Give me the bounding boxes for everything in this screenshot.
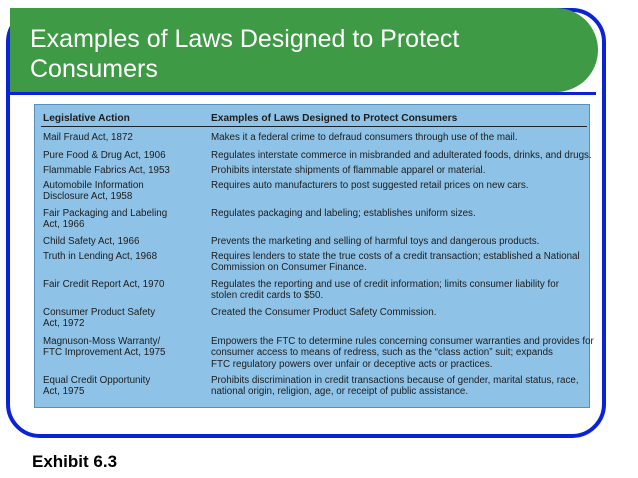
description-line: consumer access to means of redress, such as the “class action” suit; expands bbox=[211, 347, 553, 359]
legislative-act-cell bbox=[43, 279, 164, 290]
act-line: Truth in Lending Act, 1968 bbox=[43, 251, 158, 262]
description-line: Prohibits discrimination in credit transactions because of gender, marital status, race, bbox=[211, 375, 579, 386]
slide-title bbox=[30, 24, 510, 84]
legislative-act-cell bbox=[43, 180, 144, 203]
description-line: Makes it a federal crime to defraud consumers through use of the mail. bbox=[211, 132, 518, 143]
law-description-cell bbox=[211, 251, 580, 274]
legislative-act-cell bbox=[43, 132, 133, 143]
description-line: Created the Consumer Product Safety Commission. bbox=[211, 307, 437, 318]
act-line: Fair Credit Report Act, 1970 bbox=[43, 279, 165, 290]
description-line: stolen credit cards to $50. bbox=[211, 290, 324, 302]
law-description-cell bbox=[211, 150, 592, 161]
act-line: Flammable Fabrics Act, 1953 bbox=[43, 165, 170, 176]
act-line: Act, 1966 bbox=[43, 219, 85, 231]
law-description-cell bbox=[211, 279, 559, 302]
description-line: Requires auto manufacturers to post suggested retail prices on new cars. bbox=[211, 180, 529, 191]
title-bar bbox=[10, 8, 598, 92]
legislative-act-cell bbox=[43, 375, 150, 398]
law-description-cell bbox=[211, 180, 528, 191]
description-line: national origin, religion, age, or receipt of public assistance. bbox=[211, 386, 469, 398]
act-line: Act, 1975 bbox=[43, 386, 85, 398]
legislative-act-cell bbox=[43, 251, 157, 262]
slide-title-line-2: Consumers bbox=[30, 55, 158, 83]
description-line: Requires lenders to state the true costs of a credit transaction; established a National bbox=[211, 251, 580, 262]
description-line: Regulates packaging and labeling; establishes uniform sizes. bbox=[211, 208, 476, 219]
law-description-cell bbox=[211, 165, 485, 176]
act-line: Child Safety Act, 1966 bbox=[43, 236, 140, 247]
description-line: Regulates interstate commerce in misbranded and adulterated foods, drinks, and drugs. bbox=[211, 150, 592, 161]
law-description-cell bbox=[211, 208, 476, 219]
law-description-cell bbox=[211, 307, 436, 318]
description-line: Prohibits interstate shipments of flammable apparel or material. bbox=[211, 165, 486, 176]
description-line: Empowers the FTC to determine rules concerning consumer warranties and provides for bbox=[211, 336, 594, 347]
legislative-act-cell bbox=[43, 336, 166, 359]
act-line: Equal Credit Opportunity bbox=[43, 375, 151, 386]
slide-title-line-1: Examples of Laws Designed to Protect bbox=[30, 25, 460, 53]
law-description-cell bbox=[211, 236, 539, 247]
legislative-act-cell bbox=[43, 208, 167, 231]
act-line: Automobile Information bbox=[43, 180, 144, 191]
header-rule bbox=[41, 126, 587, 127]
exhibit-caption: Exhibit 6.3 bbox=[32, 452, 118, 471]
act-line: Consumer Product Safety bbox=[43, 307, 156, 318]
act-line: Act, 1972 bbox=[43, 318, 85, 330]
act-line: FTC Improvement Act, 1975 bbox=[43, 347, 166, 359]
legislative-act-cell bbox=[43, 150, 166, 161]
legislative-act-cell bbox=[43, 165, 170, 176]
act-line: Pure Food & Drug Act, 1906 bbox=[43, 150, 166, 161]
header-legislative-action: Legislative Action bbox=[43, 113, 130, 124]
act-line: Mail Fraud Act, 1872 bbox=[43, 132, 133, 143]
description-line: Prevents the marketing and selling of harmful toys and dangerous products. bbox=[211, 236, 540, 247]
legislative-act-cell bbox=[43, 307, 155, 330]
legislative-act-cell bbox=[43, 236, 139, 247]
description-line: FTC regulatory powers over unfair or deceptive acts or practices. bbox=[211, 358, 493, 370]
law-description-cell bbox=[211, 132, 518, 143]
act-line: Disclosure Act, 1958 bbox=[43, 191, 133, 203]
laws-table bbox=[34, 104, 594, 408]
act-line: Magnuson-Moss Warranty/ bbox=[43, 336, 161, 347]
title-underline bbox=[10, 92, 596, 95]
description-line: Commission on Consumer Finance. bbox=[211, 262, 367, 274]
act-line: Fair Packaging and Labeling bbox=[43, 208, 168, 219]
law-description-cell bbox=[211, 336, 594, 370]
header-examples: Examples of Laws Designed to Protect Consumers bbox=[211, 113, 458, 124]
description-line: Regulates the reporting and use of credit information; limits consumer liability for bbox=[211, 279, 559, 290]
law-description-cell bbox=[211, 375, 579, 398]
